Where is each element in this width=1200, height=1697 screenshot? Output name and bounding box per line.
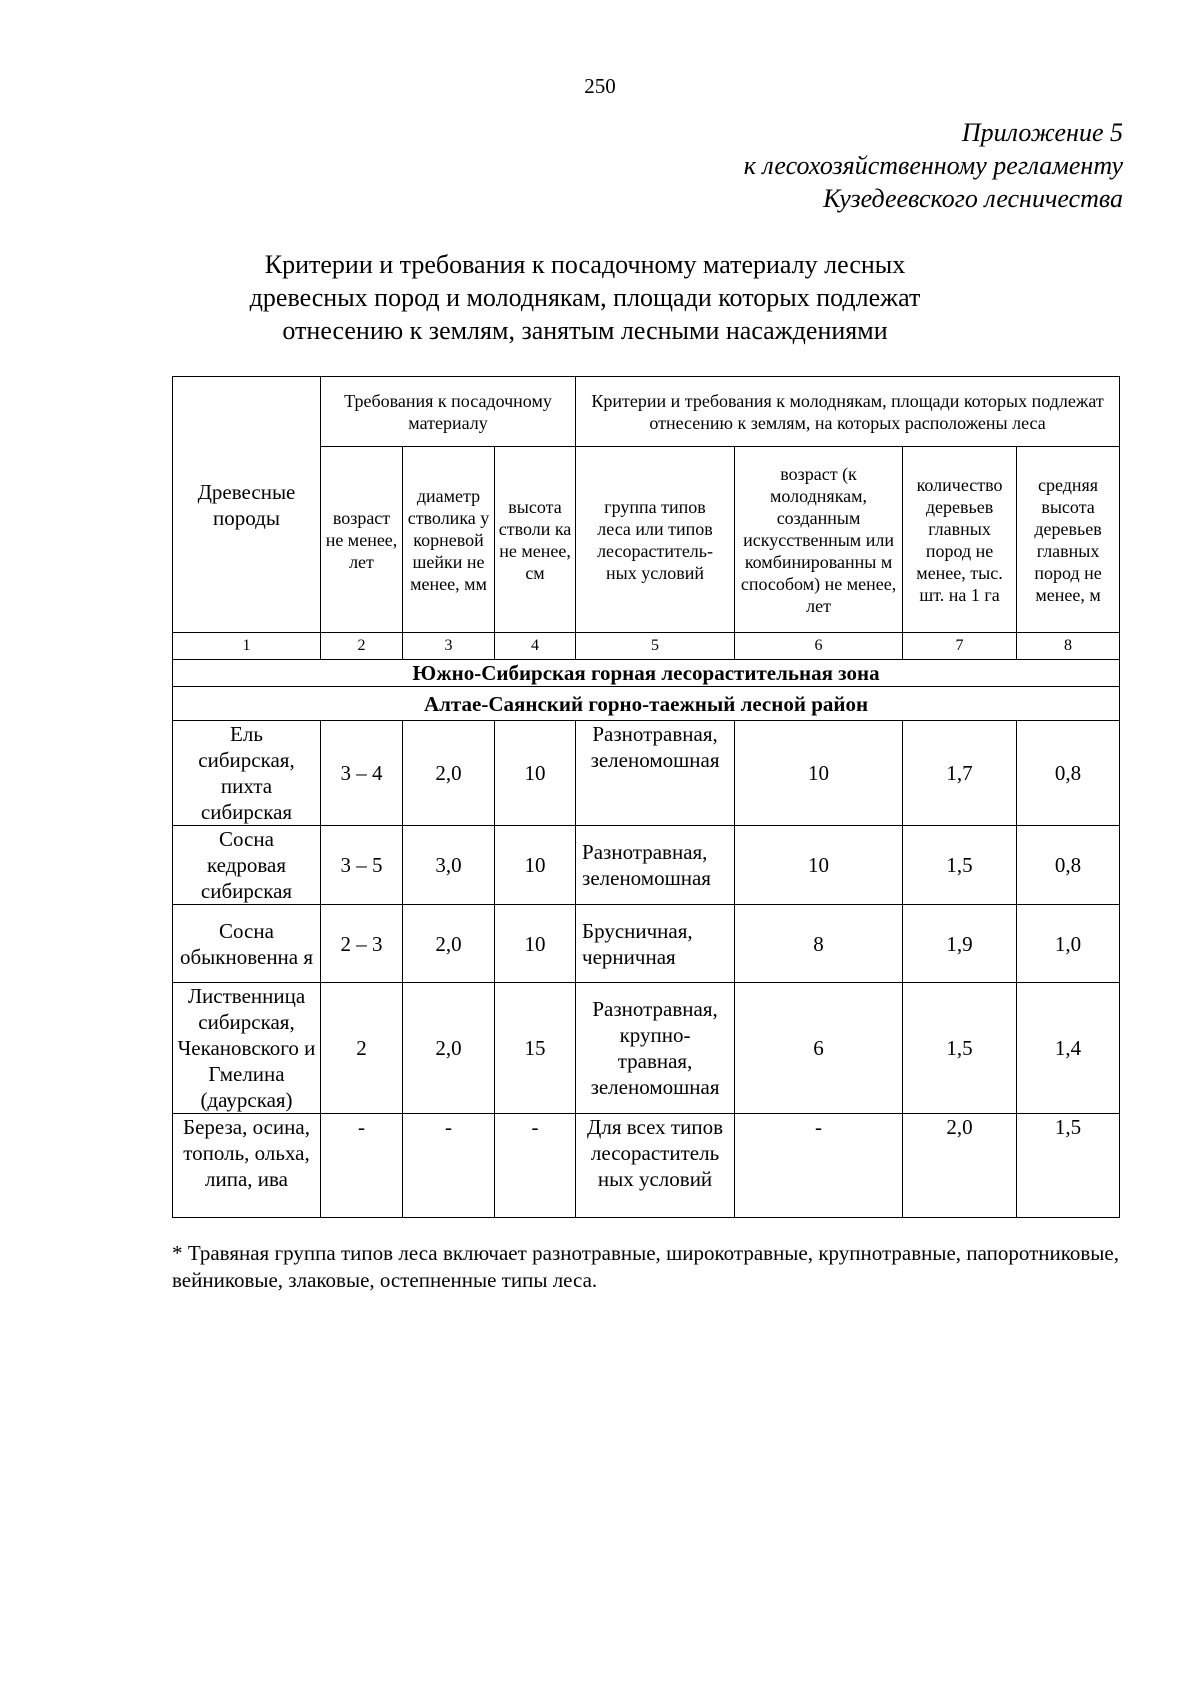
appendix-caption: [744, 116, 1123, 215]
appendix-line: к лесохозяйственному регламенту: [743, 151, 1123, 180]
cell-diameter: 2,0: [403, 905, 495, 983]
cell-young-age: -: [735, 1114, 903, 1218]
cell-forest-type: Разнотравная, зеленомошная: [576, 826, 735, 905]
cell-age: 2: [321, 983, 403, 1114]
cell-height: 10: [495, 721, 576, 826]
cell-avg-height: 1,0: [1017, 905, 1120, 983]
header-diameter: диаметр стволика у корневой шейки не менее, мм: [403, 447, 495, 633]
region-heading: Алтае-Саянский горно-таежный лесной район: [173, 687, 1120, 721]
table-row: [173, 1114, 1120, 1218]
cell-species: Сосна кедровая сибирская: [173, 826, 321, 905]
cell-species: Береза, осина, тополь, ольха, липа, ива: [173, 1114, 321, 1218]
cell-avg-height: 0,8: [1017, 826, 1120, 905]
criteria-table: [172, 376, 1120, 1218]
column-number: 2: [321, 633, 403, 660]
cell-forest-type: Для всех типов лесораститель ных условий: [576, 1114, 735, 1218]
cell-forest-type: Разнотравная, крупно-травная, зеленомошная: [576, 983, 735, 1114]
cell-diameter: 3,0: [403, 826, 495, 905]
cell-young-age: 10: [735, 826, 903, 905]
cell-height: 15: [495, 983, 576, 1114]
cell-tree-count: 1,9: [903, 905, 1017, 983]
column-number: 1: [173, 633, 321, 660]
header-age: возраст не менее, лет: [321, 447, 403, 633]
document-title: [210, 248, 960, 347]
column-number: 7: [903, 633, 1017, 660]
footnote: * Травяная группа типов леса включает разнотравные, широкотравные, крупнотравные, папоротниковые, вейниковые, злаковые, остепненные типы леса.: [172, 1241, 1119, 1292]
cell-age: -: [321, 1114, 403, 1218]
cell-diameter: 2,0: [403, 721, 495, 826]
cell-species: Ель сибирская, пихта сибирская: [173, 721, 321, 826]
page-number: 250: [584, 74, 616, 98]
zone-heading: Южно-Сибирская горная лесорастительная зона: [173, 660, 1120, 687]
header-forest-type: группа типов леса или типов лесораститель-ных условий: [576, 447, 735, 633]
header-height: высота стволи ка не менее, см: [495, 447, 576, 633]
cell-height: -: [495, 1114, 576, 1218]
cell-avg-height: 0,8: [1017, 721, 1120, 826]
column-number: 4: [495, 633, 576, 660]
cell-height: 10: [495, 905, 576, 983]
title-line: древесных пород и молоднякам, площади которых подлежат: [249, 283, 921, 312]
cell-tree-count: 1,7: [903, 721, 1017, 826]
cell-age: 2 – 3: [321, 905, 403, 983]
table-row: [173, 905, 1120, 983]
header-avg-height: средняя высота деревьев главных пород не менее, м: [1017, 447, 1120, 633]
header-species: Древесные породы: [173, 377, 321, 633]
cell-young-age: 6: [735, 983, 903, 1114]
cell-forest-type: Разнотравная, зеленомошная: [576, 721, 735, 826]
cell-age: 3 – 5: [321, 826, 403, 905]
title-line: отнесению к землям, занятым лесными насаждениями: [282, 316, 888, 345]
cell-tree-count: 2,0: [903, 1114, 1017, 1218]
cell-species: Сосна обыкновенна я: [173, 905, 321, 983]
column-number: 5: [576, 633, 735, 660]
cell-forest-type: Брусничная, черничная: [576, 905, 735, 983]
cell-diameter: 2,0: [403, 983, 495, 1114]
table-row: [173, 826, 1120, 905]
header-planting-material: Требования к посадочному материалу: [321, 377, 576, 447]
cell-species: Лиственница сибирская, Чекановского и Гмелина (даурская): [173, 983, 321, 1114]
column-number: 3: [403, 633, 495, 660]
column-number: 6: [735, 633, 903, 660]
cell-age: 3 – 4: [321, 721, 403, 826]
header-tree-count: количество деревьев главных пород не менее, тыс. шт. на 1 га: [903, 447, 1017, 633]
cell-avg-height: 1,5: [1017, 1114, 1120, 1218]
appendix-line: Кузедеевского лесничества: [823, 184, 1123, 213]
appendix-line: Приложение 5: [961, 118, 1123, 147]
cell-diameter: -: [403, 1114, 495, 1218]
table-row: [173, 721, 1120, 826]
column-number: 8: [1017, 633, 1120, 660]
header-young-stands: Критерии и требования к молоднякам, площади которых подлежат отнесению к землям, на которых расположены леса: [576, 377, 1120, 447]
cell-height: 10: [495, 826, 576, 905]
title-line: Критерии и требования к посадочному материалу лесных: [264, 250, 906, 279]
table-row: [173, 983, 1120, 1114]
cell-young-age: 8: [735, 905, 903, 983]
cell-tree-count: 1,5: [903, 983, 1017, 1114]
cell-avg-height: 1,4: [1017, 983, 1120, 1114]
cell-tree-count: 1,5: [903, 826, 1017, 905]
cell-young-age: 10: [735, 721, 903, 826]
header-young-age: возраст (к молоднякам, созданным искусственным или комбинированны м способом) не менее, лет: [735, 447, 903, 633]
